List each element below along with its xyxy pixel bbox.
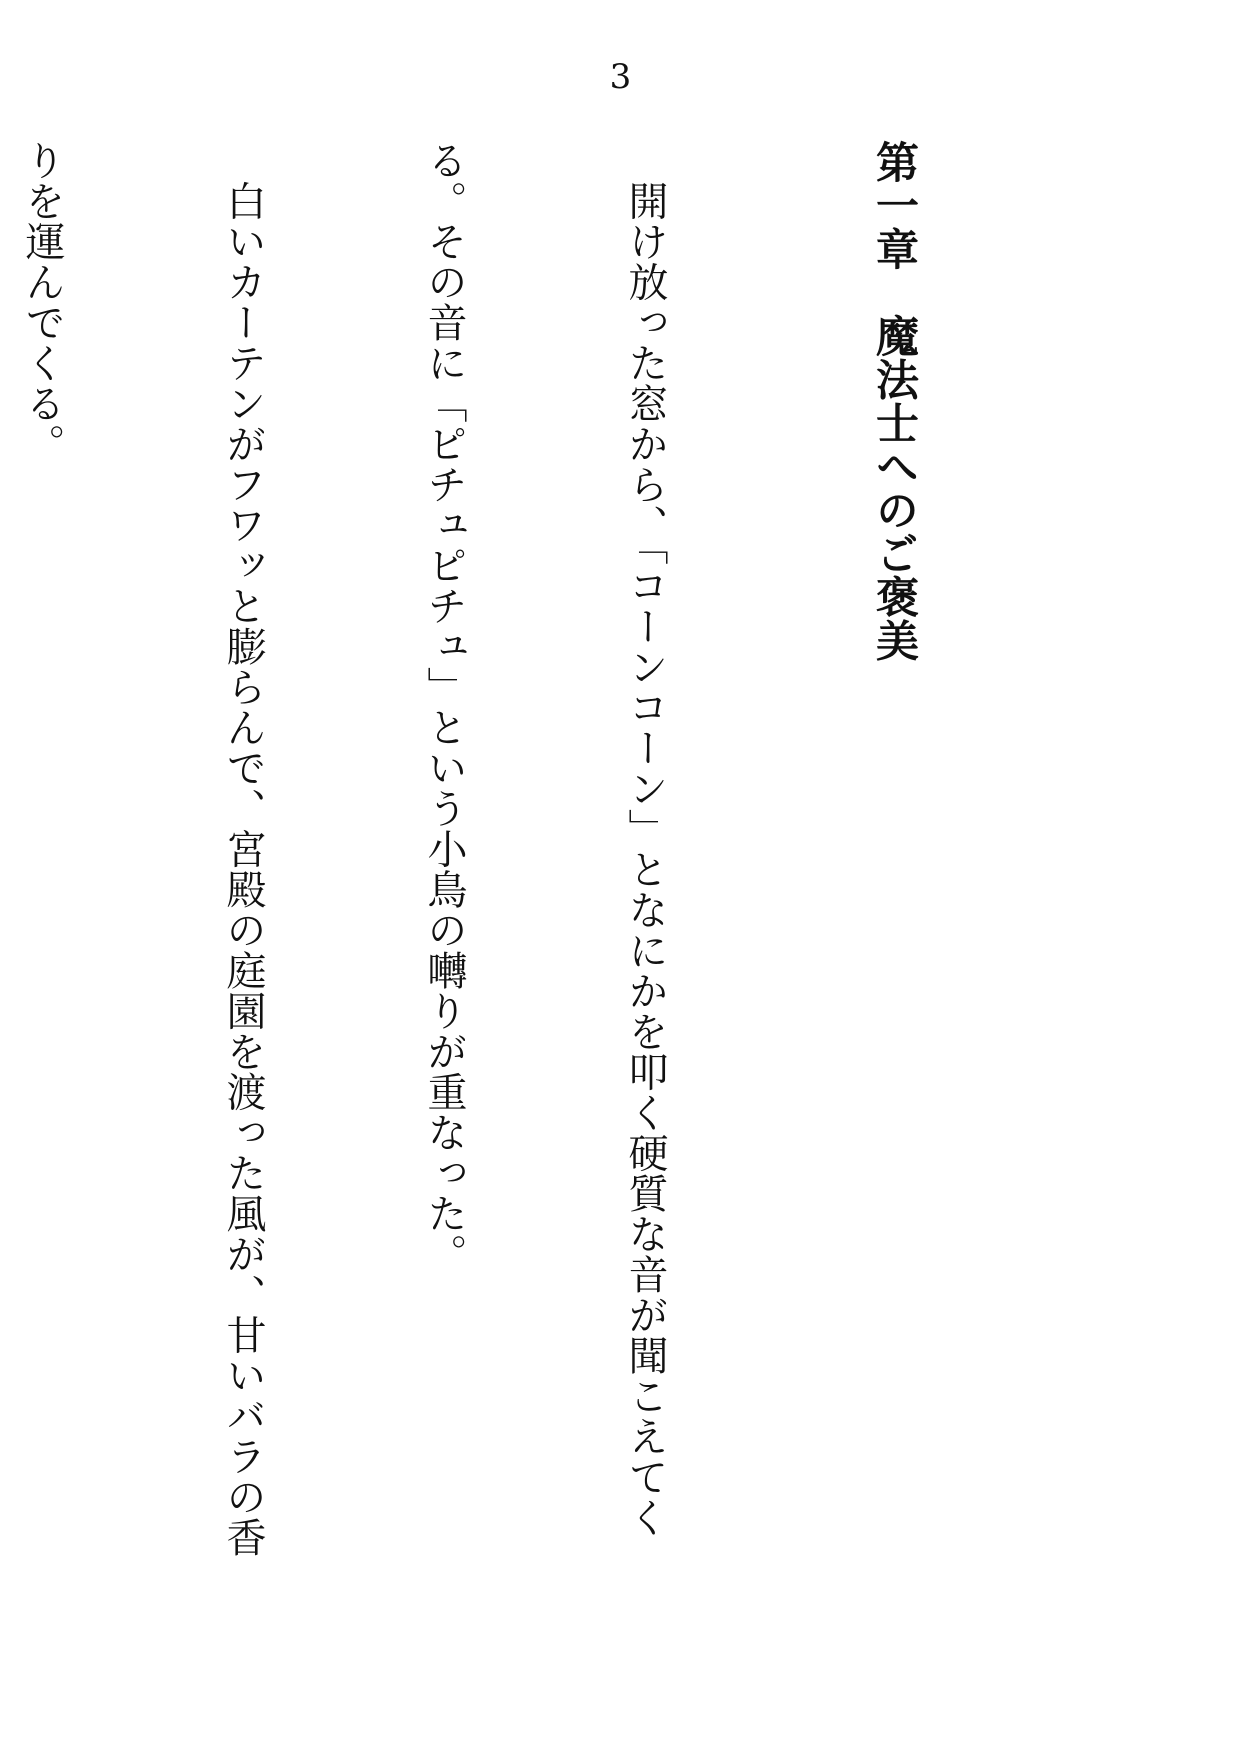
- text-line: 開け放った窓から、「コーンコーン」となにかを叩く硬質な音が聞こえてく: [622, 140, 668, 1538]
- body-text: [0, 140, 1061, 1680]
- chapter-title: 第一章 魔法士へのご褒美: [869, 140, 919, 662]
- text-line: 白いカーテンがフワッと膨らんで、宮殿の庭園を渡った風が、甘いバラの香: [220, 140, 266, 1558]
- page-number: 3: [609, 57, 632, 97]
- text-line: る。その音に「ピチュピチュ」という小鳥の囀りが重なった。: [421, 140, 467, 1274]
- text-line: りを運んでくる。: [19, 140, 65, 464]
